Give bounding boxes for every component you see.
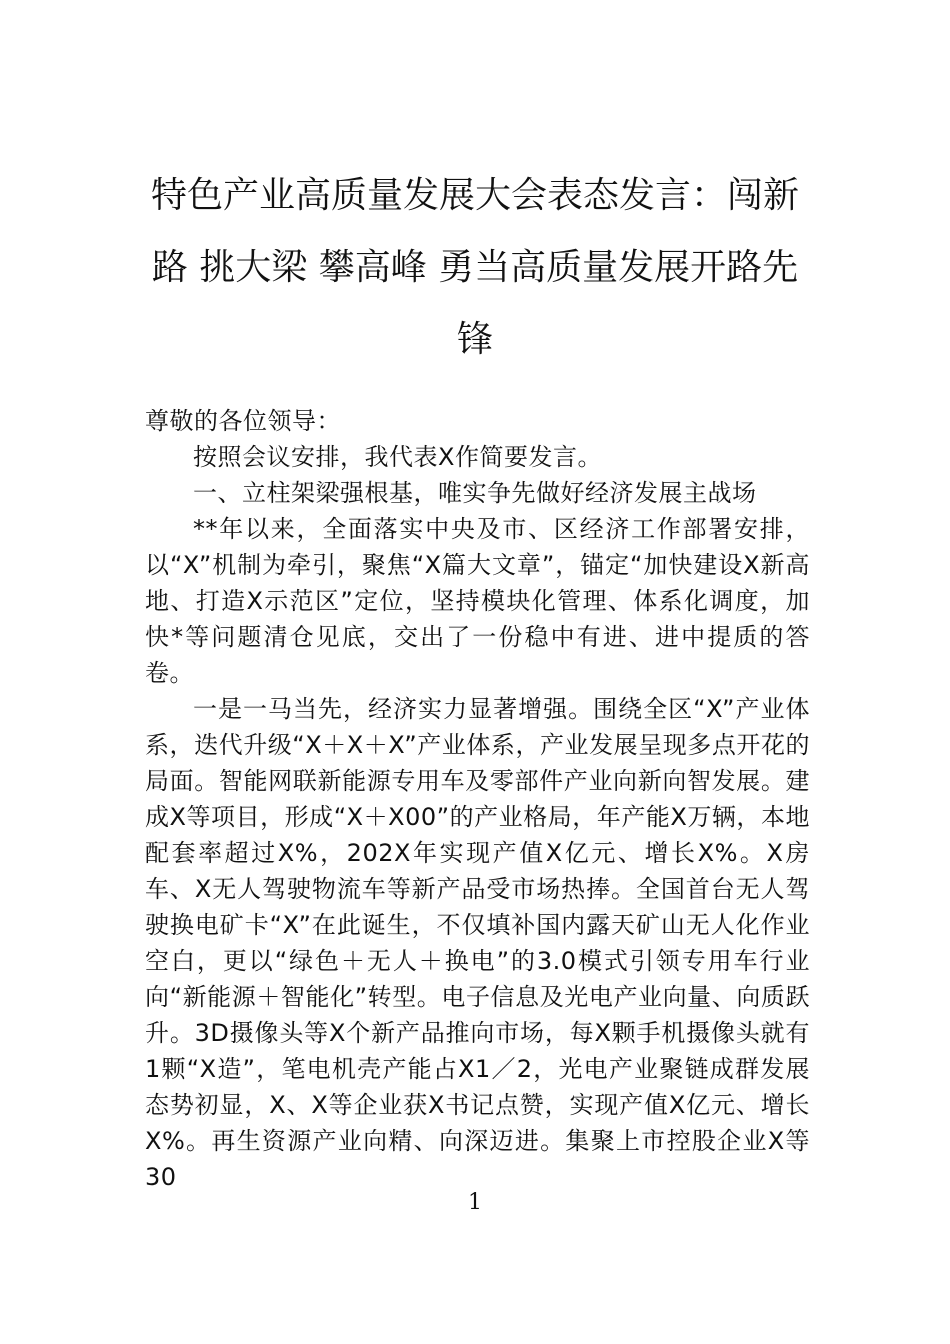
paragraph-intro: 按照会议安排，我代表X作简要发言。 xyxy=(193,443,602,471)
page-number: 1 xyxy=(468,1190,482,1215)
salutation: 尊敬的各位领导： xyxy=(145,407,341,435)
document-body xyxy=(145,403,810,1195)
paragraph-overview: **年以来，全面落实中央及市、区经济工作部署安排，以“X”机制为牵引，聚焦“X篇大文章”，锚定“加快建设X新高地、打造X示范区”定位，坚持模块化管理、体系化调度，加快*等问题清仓见底，交出了一份稳中有进、进中提质的答卷。 xyxy=(145,515,810,687)
paragraph-economy: 一是一马当先，经济实力显著增强。围绕全区“X”产业体系，迭代升级“X＋X＋X”产业体系，产业发展呈现多点开花的局面。智能网联新能源专用车及零部件产业向新向智发展。建成X等项目，形成“X＋X00”的产业格局，年产能X万辆，本地配套率超过X%，202X年实现产值X亿元、增长X%。X房车、X无人驾驶物流车等新产品受市场热捧。全国首台无人驾驶换电矿卡“X”在此诞生，不仅填补国内露天矿山无人化作业空白，更以“绿色＋无人＋换电”的3.0模式引领专用车行业向“新能源＋智能化”转型。电子信息及光电产业向量、向质跃升。3D摄像头等X个新产品推向市场，每X颗手机摄像头就有1颗“X造”，笔电机壳产能占X1／2，光电产业聚链成群发展态势初显，X、X等企业获X书记点赞，实现产值X亿元、增长X%。再生资源产业向精、向深迈进。集聚上市控股企业X等30 xyxy=(145,695,810,1191)
section-heading: 一、立柱架梁强根基，唯实争先做好经济发展主战场 xyxy=(193,479,757,507)
document-title: 特色产业高质量发展大会表态发言：闯新路 挑大梁 攀高峰 勇当高质量发展开路先锋 xyxy=(150,175,799,360)
